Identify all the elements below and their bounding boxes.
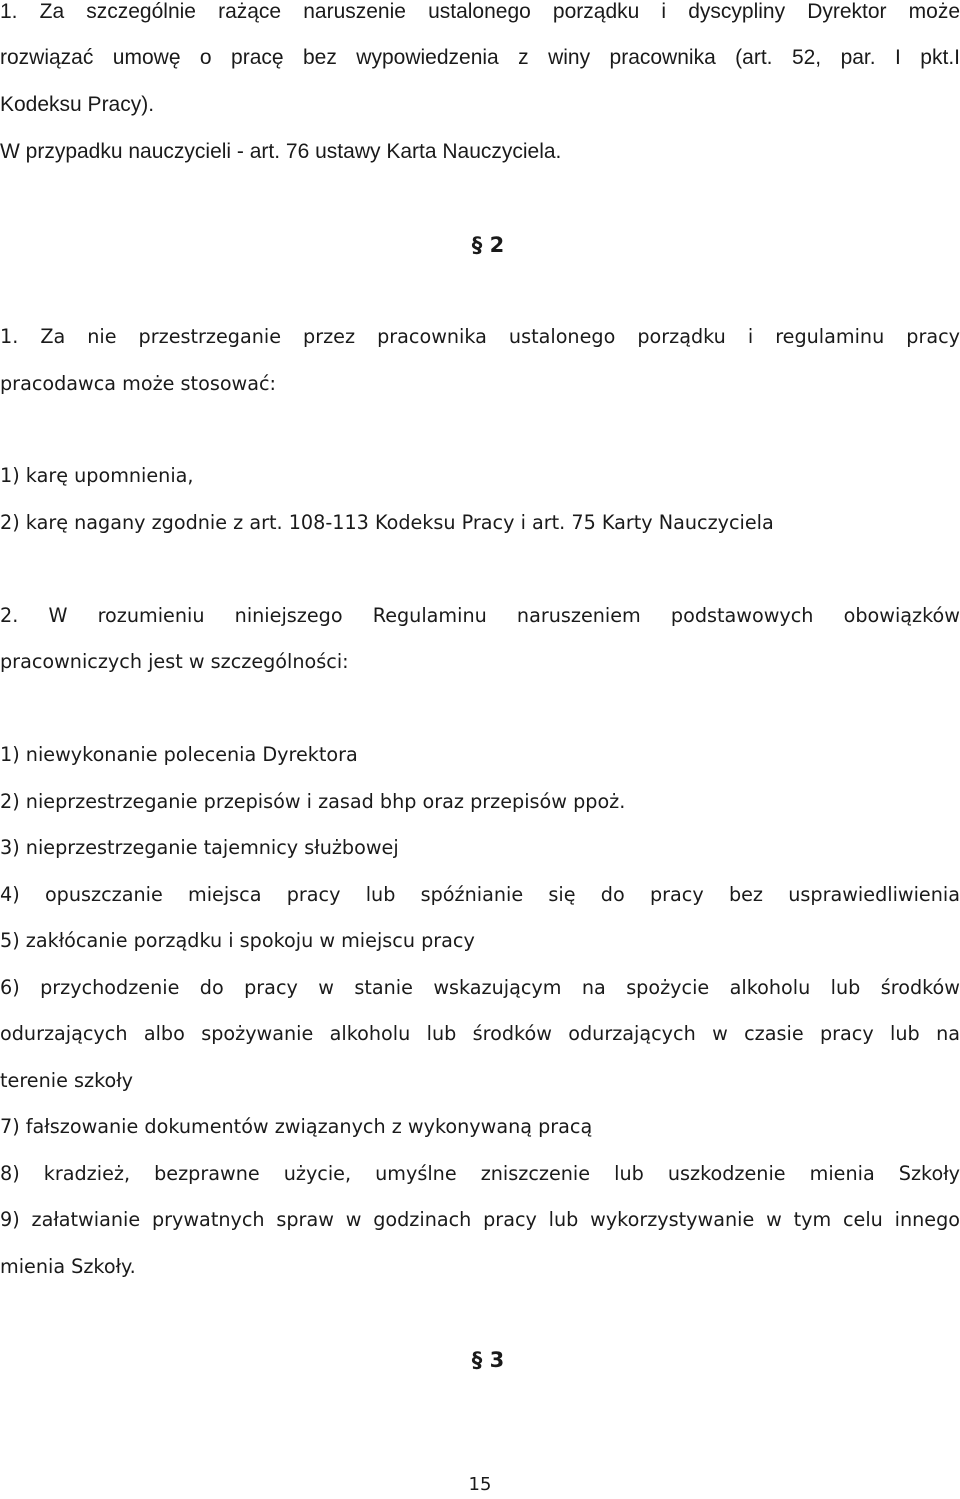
violation-item-9-line-2: mienia Szkoły. (0, 1255, 136, 1278)
violation-item-6-line-1: 6) przychodzenie do pracy w stanie wskazującym na spożycie alkoholu lub środków (0, 976, 960, 999)
violation-item-7: 7) fałszowanie dokumentów związanych z wykonywaną pracą (0, 1115, 593, 1138)
paragraph-1-line-2: rozwiązać umowę o pracę bez wypowiedzenia z winy pracownika (art. 52, par. I pkt.I (0, 46, 960, 69)
paragraph-1-line-1: 1. Za szczególnie rażące naruszenie ustalonego porządku i dyscypliny Dyrektor może (0, 0, 960, 23)
violation-item-6-line-2: odurzających albo spożywanie alkoholu lub środków odurzających w czasie pracy lub na (0, 1022, 960, 1045)
penalty-item-1: 1) karę upomnienia, (0, 464, 194, 487)
section-2-para-1-line-1: 1. Za nie przestrzeganie przez pracownika ustalonego porządku i regulaminu pracy (0, 325, 960, 348)
page-number: 15 (468, 1474, 492, 1495)
violation-item-2: 2) nieprzestrzeganie przepisów i zasad bhp oraz przepisów ppoż. (0, 790, 626, 813)
section-2-para-1-line-2: pracodawca może stosować: (0, 372, 277, 395)
penalty-item-2: 2) karę nagany zgodnie z art. 108-113 Kodeksu Pracy i art. 75 Karty Nauczyciela (0, 511, 774, 534)
paragraph-1-line-4: W przypadku nauczycieli - art. 76 ustawy Karta Nauczyciela. (0, 140, 562, 163)
violation-item-9-line-1: 9) załatwianie prywatnych spraw w godzinach pracy lub wykorzystywanie w tym celu innego (0, 1208, 960, 1231)
paragraph-1-line-3: Kodeksu Pracy). (0, 93, 155, 116)
violation-item-1: 1) niewykonanie polecenia Dyrektora (0, 743, 358, 766)
violation-item-6-line-3: terenie szkoły (0, 1069, 134, 1092)
section-3-heading: § 3 (471, 1348, 505, 1372)
violation-item-5: 5) zakłócanie porządku i spokoju w miejscu pracy (0, 929, 475, 952)
violation-item-8: 8) kradzież, bezprawne użycie, umyślne zniszczenie lub uszkodzenie mienia Szkoły (0, 1162, 960, 1185)
section-2-para-2-line-1: 2. W rozumieniu niniejszego Regulaminu naruszeniem podstawowych obowiązków (0, 604, 960, 627)
violation-item-3: 3) nieprzestrzeganie tajemnicy służbowej (0, 836, 399, 859)
section-2-heading: § 2 (471, 233, 505, 257)
violation-item-4: 4) opuszczanie miejsca pracy lub spóźnianie się do pracy bez usprawiedliwienia (0, 883, 960, 906)
section-2-para-2-line-2: pracowniczych jest w szczególności: (0, 650, 349, 673)
